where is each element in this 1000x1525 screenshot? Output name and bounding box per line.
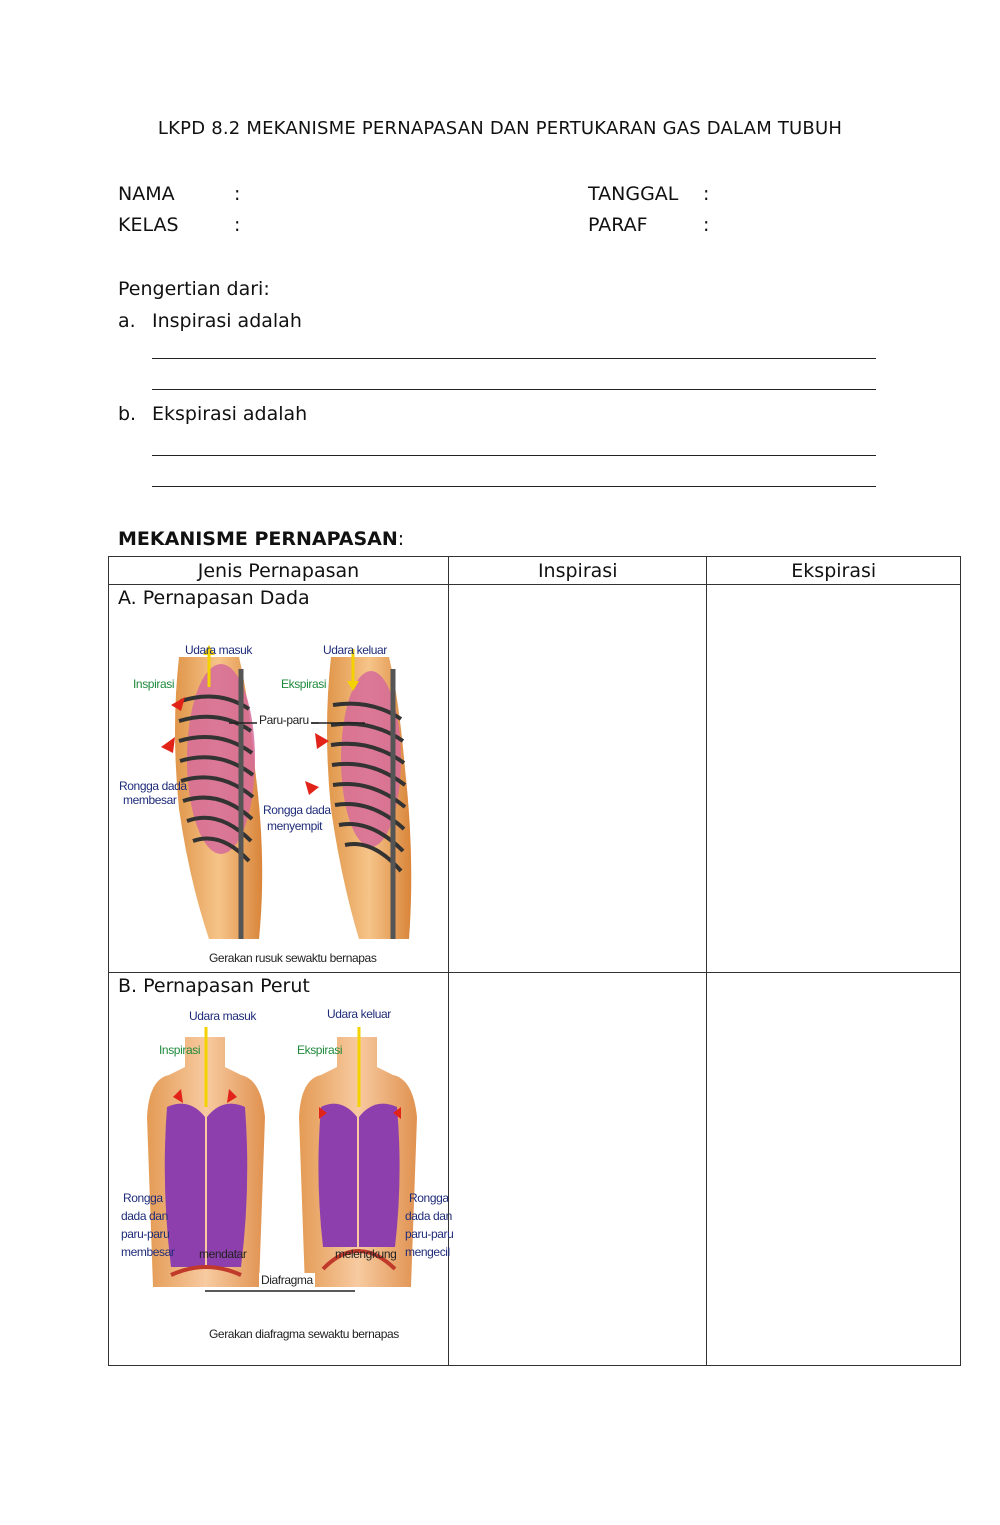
label-paru-paru: Paru-paru xyxy=(259,713,309,727)
arrow-expand-2 xyxy=(161,737,175,753)
label-udara-keluar-b: Udara keluar xyxy=(327,1007,391,1021)
paraf-label: PARAF xyxy=(588,214,648,236)
answer-line-a1[interactable] xyxy=(152,358,876,359)
label-inspirasi: Inspirasi xyxy=(133,677,175,691)
label-rongga-membesar-1: Rongga dada xyxy=(119,779,187,793)
section-title: MEKANISME PERNAPASAN xyxy=(118,528,398,550)
label-udara-masuk: Udara masuk xyxy=(185,643,252,657)
answer-line-b1[interactable] xyxy=(152,455,876,456)
figure-a-caption: Gerakan rusuk sewaktu bernapas xyxy=(209,951,377,965)
label-right-3: paru-paru xyxy=(405,1227,454,1241)
label-left-4: membesar xyxy=(121,1245,175,1259)
page-title: LKPD 8.2 MEKANISME PERNAPASAN DAN PERTUKARAN GAS DALAM TUBUH xyxy=(157,118,843,139)
lung-right-a xyxy=(318,1104,357,1247)
item-b-text: Ekspirasi adalah xyxy=(152,403,308,425)
header-jenis: Jenis Pernapasan xyxy=(109,557,449,585)
lung-left-a xyxy=(165,1104,205,1267)
definitions-intro: Pengertian dari: xyxy=(118,278,270,300)
item-b-marker: b. xyxy=(118,403,137,425)
abdominal-breathing-figure xyxy=(109,997,454,1359)
label-diafragma: Diafragma xyxy=(261,1273,313,1287)
row-a-label: A. Pernapasan Dada xyxy=(118,587,310,609)
header-inspirasi: Inspirasi xyxy=(448,557,706,585)
row-a-inspirasi-cell[interactable] xyxy=(448,585,706,973)
label-ekspirasi: Ekspirasi xyxy=(281,677,327,691)
tanggal-label: TANGGAL xyxy=(588,183,679,205)
kelas-colon: : xyxy=(234,214,241,236)
row-a-ekspirasi-cell[interactable] xyxy=(707,585,961,973)
row-b-type-cell xyxy=(109,973,454,1366)
answer-line-a2[interactable] xyxy=(152,389,876,390)
label-left-3: paru-paru xyxy=(121,1227,170,1241)
answer-line-b2[interactable] xyxy=(152,486,876,487)
header-ekspirasi: Ekspirasi xyxy=(707,557,961,585)
mechanism-table xyxy=(108,556,961,1366)
nama-label: NAMA xyxy=(118,183,175,205)
label-mendatar: mendatar xyxy=(199,1247,247,1261)
row-b-inspirasi-cell[interactable] xyxy=(448,973,706,1366)
label-melengkung: melengkung xyxy=(335,1247,397,1261)
tanggal-colon: : xyxy=(703,183,710,205)
arrow-contract-2 xyxy=(305,781,319,795)
label-inspirasi-b: Inspirasi xyxy=(159,1043,201,1057)
label-rongga-menyempit-1: Rongga dada xyxy=(263,803,331,817)
paraf-colon: : xyxy=(703,214,710,236)
lung-left-b xyxy=(207,1104,247,1267)
section-heading xyxy=(118,528,404,550)
label-left-2: dada dan xyxy=(121,1209,168,1223)
label-right-4: mengecil xyxy=(405,1245,450,1259)
label-right-1: Rongga xyxy=(409,1191,449,1205)
figure-b-caption: Gerakan diafragma sewaktu bernapas xyxy=(209,1327,399,1341)
row-b-ekspirasi-cell[interactable] xyxy=(707,973,961,1366)
row-b-label: B. Pernapasan Perut xyxy=(118,975,310,997)
label-ekspirasi-b: Ekspirasi xyxy=(297,1043,343,1057)
item-a-marker: a. xyxy=(118,310,136,332)
kelas-label: KELAS xyxy=(118,214,179,236)
label-rongga-menyempit-2: menyempit xyxy=(267,819,323,833)
label-left-1: Rongga xyxy=(123,1191,163,1205)
arrow-contract-1 xyxy=(315,733,329,749)
label-udara-masuk-b: Udara masuk xyxy=(189,1009,256,1023)
lung-right-b xyxy=(359,1104,400,1247)
label-right-2: dada dan xyxy=(405,1209,452,1223)
section-colon: : xyxy=(397,528,405,550)
nama-colon: : xyxy=(234,183,241,205)
chest-breathing-figure xyxy=(109,609,447,969)
row-a-type-cell xyxy=(109,585,449,973)
label-rongga-membesar-2: membesar xyxy=(123,793,177,807)
label-udara-keluar: Udara keluar xyxy=(323,643,387,657)
item-a-text: Inspirasi adalah xyxy=(152,310,302,332)
